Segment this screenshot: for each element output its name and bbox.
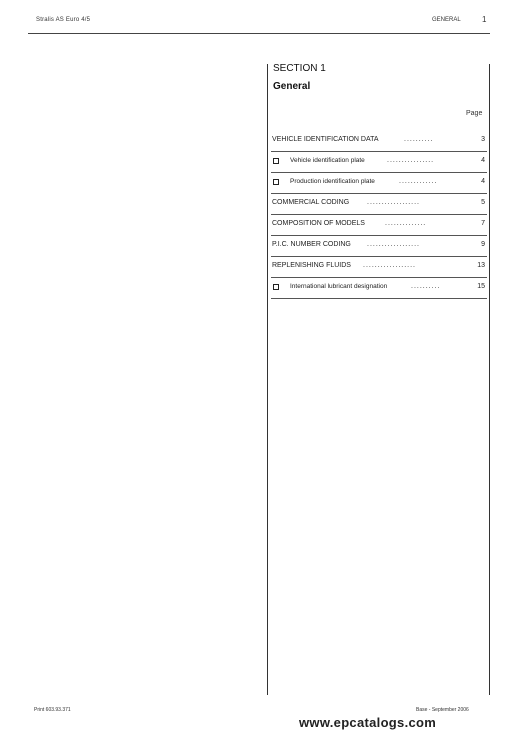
section-subtitle: General [273,81,311,92]
header-left-title: Stralis AS Euro 4/5 [36,17,91,23]
toc-row[interactable] [271,152,487,173]
toc-label: P.I.C. NUMBER CODING [272,241,351,248]
footer-right: Base - September 2006 [416,707,469,713]
toc-row[interactable] [271,257,487,278]
toc-leader-dots: ................ [387,157,435,164]
watermark-url: www.epcatalogs.com [299,715,437,730]
toc-label: COMPOSITION OF MODELS [272,220,365,227]
toc-page: 4 [481,157,485,164]
checkbox-icon [273,179,279,185]
toc-leader-dots: .................. [363,262,417,269]
section-title: SECTION 1 [273,63,326,74]
toc-page: 5 [481,199,485,206]
toc-page: 7 [481,220,485,227]
toc-label: Vehicle identification plate [290,157,365,164]
header-rule [28,33,490,34]
toc-leader-dots: .................. [367,199,421,206]
toc-page: 4 [481,178,485,185]
toc-row[interactable] [271,236,487,257]
column-border-right [489,64,490,695]
header-right-title: GENERAL [432,17,461,23]
toc-label: COMMERCIAL CODING [272,199,350,206]
checkbox-icon [273,158,279,164]
toc-row[interactable] [271,173,487,194]
toc-row[interactable] [271,278,487,299]
toc-leader-dots: .............. [385,220,427,227]
column-border-left [267,64,268,695]
toc-page: 13 [477,262,485,269]
toc-label: Production identification plate [290,178,375,185]
toc-row[interactable] [271,194,487,215]
toc-leader-dots: .................. [367,241,421,248]
table-of-contents [271,131,487,299]
page-column-label: Page [466,110,483,117]
toc-row[interactable] [271,215,487,236]
toc-label: REPLENISHING FLUIDS [272,262,351,269]
footer-left: Print 603.93.371 [34,707,71,713]
toc-leader-dots: .......... [404,136,434,143]
toc-label: VEHICLE IDENTIFICATION DATA [272,136,379,143]
toc-page: 15 [477,283,485,290]
toc-page: 9 [481,241,485,248]
toc-leader-dots: .......... [411,283,441,290]
toc-label: International lubricant designation [290,283,388,290]
header-page-number: 1 [482,15,487,24]
toc-row[interactable] [271,131,487,152]
toc-page: 3 [481,136,485,143]
checkbox-icon [273,284,279,290]
toc-leader-dots: ............. [399,178,438,185]
